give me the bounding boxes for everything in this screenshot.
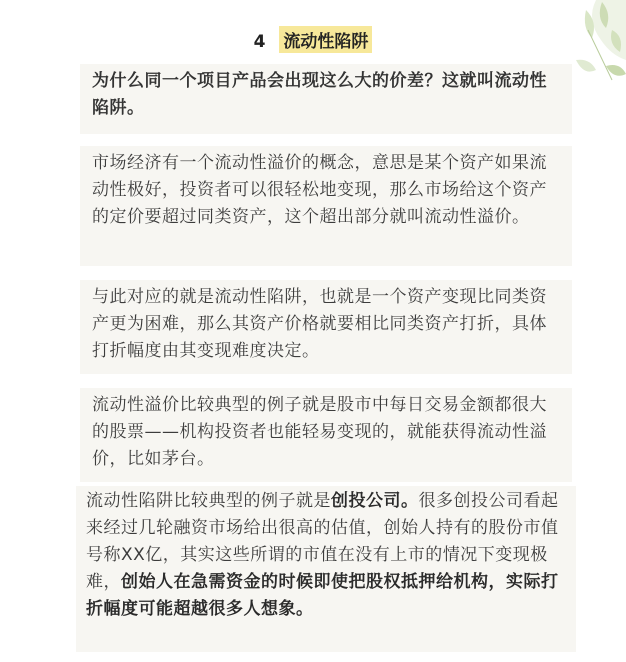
paragraph-4: [86, 488, 568, 623]
intro-card: [80, 64, 572, 134]
section-heading: [0, 26, 626, 53]
paragraph-3-card: [80, 388, 572, 482]
section-title: 流动性陷阱: [279, 26, 372, 53]
paragraph-4-emphasis-2: 创始人在急需资金的时候即使把股权抵押给机构，实际打折幅度可能超越很多人想象。: [86, 572, 559, 619]
paragraph-4-card: [76, 486, 576, 652]
paragraph-2: 与此对应的就是流动性陷阱，也就是一个资产变现比同类资产更为困难，那么其资产价格就要相比同类资产打折，具体打折幅度由其变现难度决定。: [92, 287, 547, 361]
paragraph-1-card: [80, 146, 572, 266]
paragraph-1: 市场经济有一个流动性溢价的概念，意思是某个资产如果流动性极好，投资者可以很轻松地变现，那么市场给这个资产的定价要超过同类资产，这个超出部分就叫流动性溢价。: [92, 153, 547, 227]
paragraph-4-emphasis-1: 创投公司。: [331, 491, 419, 511]
paragraph-4-part-3: 很多创投公司看起来经过几轮融资市场给出很高的估值，创始人持有的股份市值号称XX亿，其实这些所谓的市值在没有上市的情况下变现极难，: [86, 491, 559, 592]
paragraph-2-card: [80, 280, 572, 374]
section-number: 4: [253, 32, 266, 52]
paragraph-3: 流动性溢价比较典型的例子就是股市中每日交易金额都很大的股票——机构投资者也能轻易变现的，就能获得流动性溢价，比如茅台。: [92, 395, 547, 469]
paragraph-4-part-1: 流动性陷阱比较典型的例子就是: [86, 491, 331, 511]
intro-text: 为什么同一个项目产品会出现这么大的价差？这就叫流动性陷阱。: [92, 71, 547, 118]
